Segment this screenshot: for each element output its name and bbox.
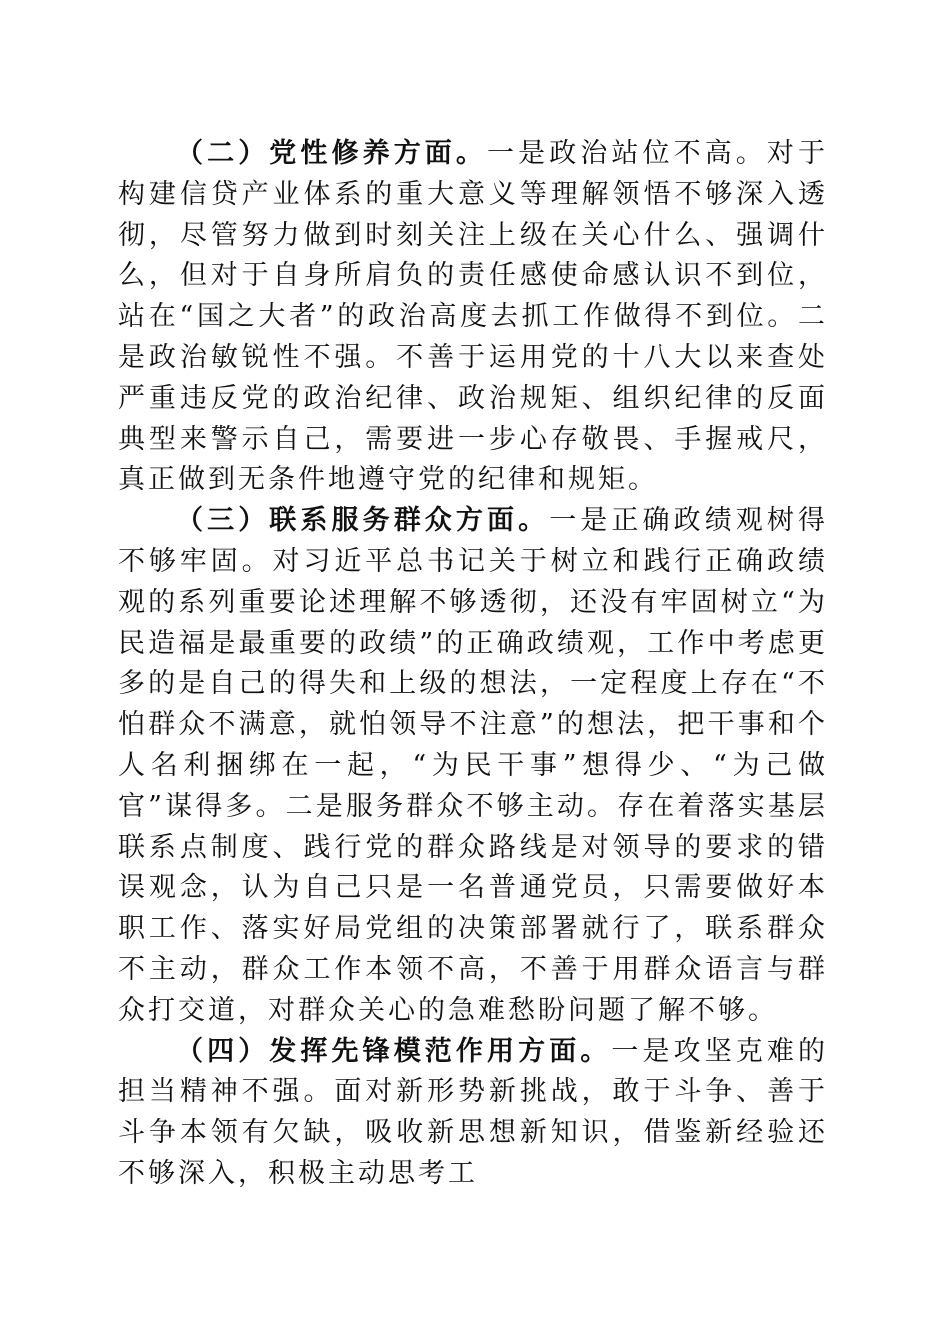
- section-heading-serving-masses: （三）联系服务群众方面。: [176, 505, 550, 537]
- paragraph-body-serving-masses: 一是正确政绩观树得不够牢固。对习近平总书记关于树立和践行正确政绩观的系列重要论述理解不够透彻，还没有牢固树立“为民造福是最重要的政绩”的正确政绩观，工作中考虑更多的是自己的得失和上级的想法，一定程度上存在“不怕群众不满意，就怕领导不注意”的想法，把干事和个人名利捆绑在一起，“为民干事”想得少、“为己做官”谋得多。二是服务群众不够主动。存在着落实基层联系点制度、践行党的群众路线是对领导的要求的错误观念，认为自己只是一名普通党员，只需要做好本职工作、落实好局党组的决策部署就行了，联系群众不主动，群众工作本领不高，不善于用群众语言与群众打交道，对群众关心的急难愁盼问题了解不够。: [118, 505, 829, 1026]
- section-heading-vanguard-role: （四）发挥先锋模范作用方面。: [176, 1035, 612, 1067]
- paragraph-body-party-spirit: 一是政治站位不高。对于构建信贷产业体系的重大意义等理解领悟不够深入透彻，尽管努力做到时刻关注上级在关心什么、强调什么，但对于自身所肩负的责任感使命感认识不到位，站在“国之大者”的政治高度去抓工作做得不到位。二是政治敏锐性不强。不善于运用党的十八大以来查处严重违反党的政治纪律、政治规矩、组织纪律的反面典型来警示自己，需要进一步心存敬畏、手握戒尺，真正做到无条件地遵守党的纪律和规矩。: [118, 138, 828, 496]
- paragraph-body-vanguard-role: 一是攻坚克难的担当精神不强。面对新形势新挑战，敢于斗争、善于斗争本领有欠缺，吸收新思想新知识，借鉴新经验还不够深入，积极主动思考工: [118, 1035, 829, 1189]
- paragraph-party-spirit: [118, 134, 828, 501]
- paragraph-vanguard-role: [118, 1032, 828, 1195]
- paragraph-serving-masses: [118, 501, 828, 1031]
- section-heading-party-spirit: （二）党性修养方面。: [176, 138, 487, 169]
